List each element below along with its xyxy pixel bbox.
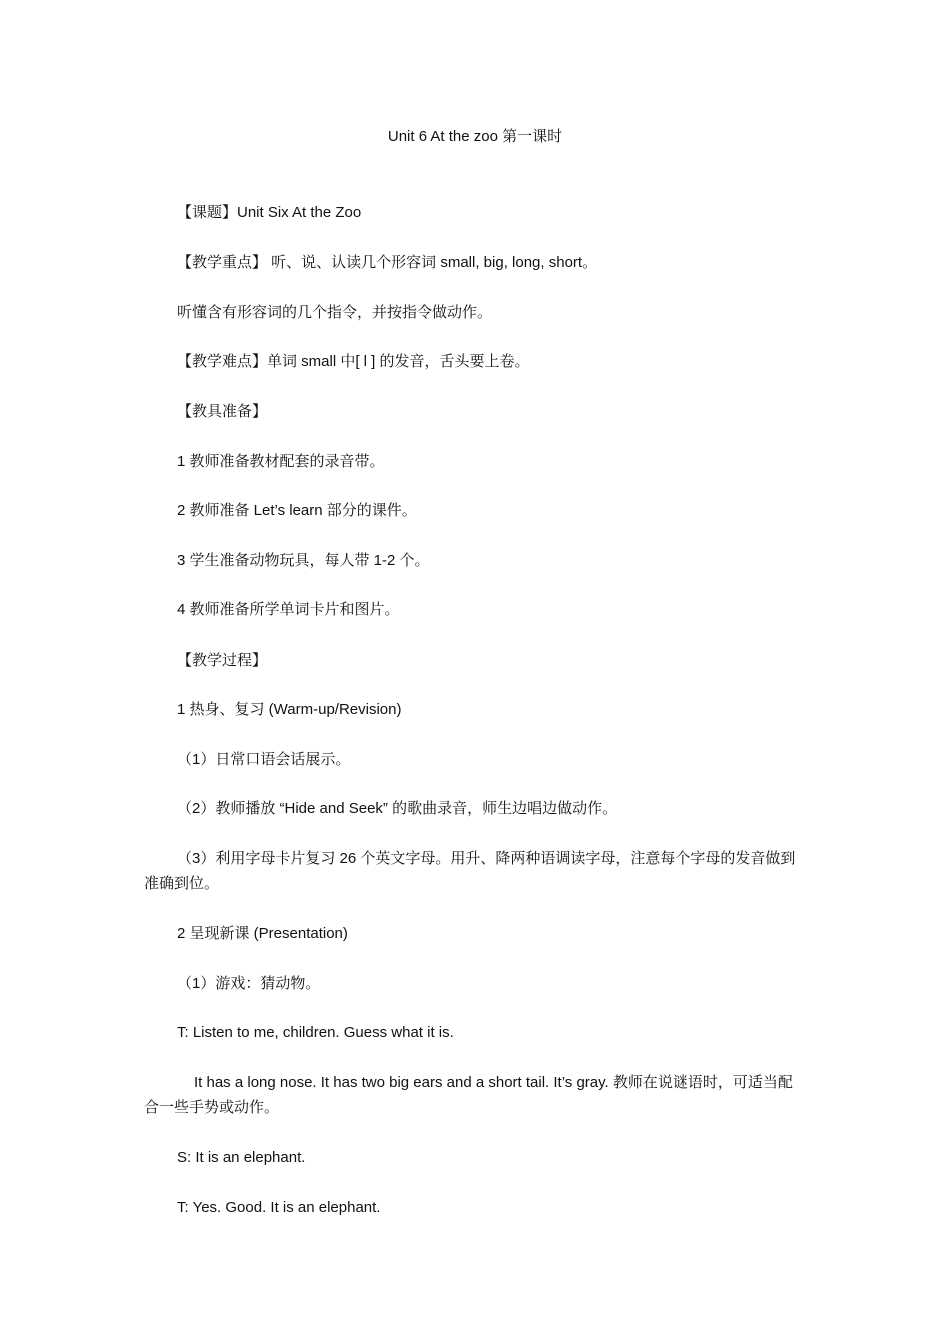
paragraph-material-3: 3 学生准备动物玩具，每人带 1-2 个。 <box>177 552 430 569</box>
paragraph-dialogue-t2: T: Yes. Good. It is an elephant. <box>177 1199 381 1216</box>
paragraph-game: （1）游戏：猜动物。 <box>177 975 321 992</box>
paragraph-warmup-2: （2）教师播放 “Hide and Seek” 的歌曲录音，师生边唱边做动作。 <box>177 800 618 817</box>
paragraph-warmup: 1 热身、复习 (Warm-up/Revision) <box>177 701 402 718</box>
document-title: Unit 6 At the zoo 第一课时 <box>387 128 563 145</box>
paragraph-material-1: 1 教师准备教材配套的录音带。 <box>177 453 385 470</box>
paragraph-presentation: 2 呈现新课 (Presentation) <box>177 925 348 942</box>
paragraph-warmup-3: （3）利用字母卡片复习 26 个英文字母。用升、降两种语调读字母，注意每个字母的发音做到准确到位。 <box>144 850 796 892</box>
paragraph-difficulties: 【教学难点】单词 small 中[ l ] 的发音，舌头要上卷。 <box>177 353 530 370</box>
paragraph-topic: 【课题】Unit Six At the Zoo <box>177 204 362 221</box>
paragraph-riddle: It has a long nose. It has two big ears and a short tail. It’s gray. 教师在说谜语时，可适当配合一些手势或动作。 <box>144 1074 793 1116</box>
paragraph-dialogue-s1: S: It is an elephant. <box>177 1149 306 1166</box>
paragraph-materials-heading: 【教具准备】 <box>177 403 268 420</box>
paragraph-key-points: 【教学重点】 听、说、认读几个形容词 small, big, long, short。 <box>177 254 598 271</box>
paragraph-process-heading: 【教学过程】 <box>177 652 268 669</box>
paragraph-material-2: 2 教师准备 Let’s learn 部分的课件。 <box>177 502 417 519</box>
paragraph-key-points-2: 听懂含有形容词的几个指令，并按指令做动作。 <box>177 304 493 321</box>
paragraph-dialogue-t1: T: Listen to me, children. Guess what it is. <box>177 1024 454 1041</box>
paragraph-warmup-1: （1）日常口语会话展示。 <box>177 751 351 768</box>
paragraph-material-4: 4 教师准备所学单词卡片和图片。 <box>177 601 400 618</box>
